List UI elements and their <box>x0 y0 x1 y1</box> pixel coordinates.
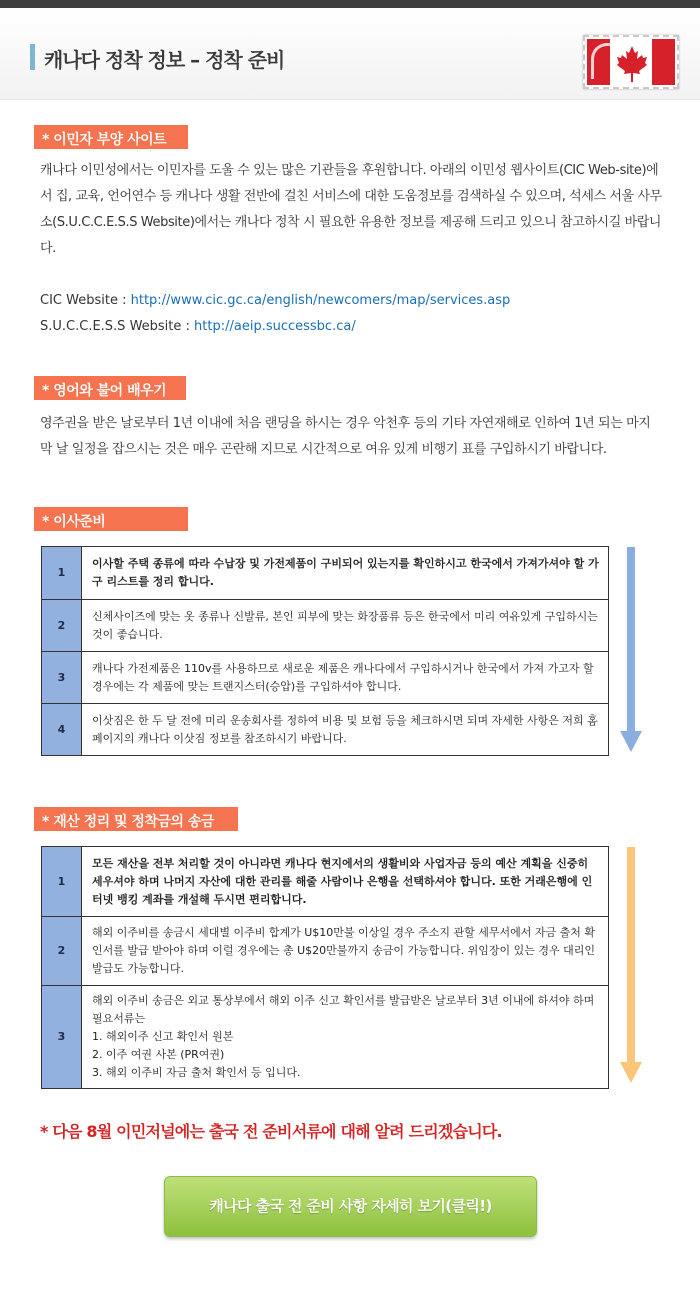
title-accent-bar <box>30 44 35 70</box>
finance-arrow-shaft <box>627 847 635 1063</box>
step-number: 3 <box>42 652 82 704</box>
step-number: 2 <box>42 917 82 986</box>
table-row <box>42 547 609 600</box>
website-links <box>40 288 510 340</box>
success-label: S.U.C.C.E.S.S Website : <box>40 319 190 334</box>
step-number: 3 <box>42 986 82 1089</box>
step-text: 모든 재산을 전부 처리할 것이 아니라면 캐나다 현지에서의 생활비와 사업자금 등의 예산 계획을 신중히 세우셔야 하며 나머지 자산에 대한 관리를 해줄 사람이나 은행을 선택하셔야 합니다. 또한 거래은행에 인터넷 뱅킹 계좌를 개설해 두시면 편리합니다. <box>82 847 609 917</box>
table-row <box>42 704 609 756</box>
cic-link-row <box>40 288 510 314</box>
moving-arrow-shaft <box>627 547 635 732</box>
down-arrow-icon <box>620 731 642 752</box>
table-row <box>42 986 609 1089</box>
step-number: 2 <box>42 600 82 652</box>
table-row <box>42 847 609 917</box>
section-label-immigrant-support: * 이민자 부양 사이트 <box>34 125 188 149</box>
cic-website-link[interactable]: http://www.cic.gc.ca/english/newcomers/map/services.asp <box>130 293 511 308</box>
step-number: 1 <box>42 547 82 600</box>
moving-steps-table <box>41 546 609 756</box>
step-number: 1 <box>42 847 82 917</box>
next-issue-notice: * 다음 8월 이민저널에는 출국 전 준비서류에 대해 알려 드리겠습니다. <box>40 1122 502 1141</box>
immigrant-support-text: 캐나다 이민성에서는 이민자를 도울 수 있는 많은 기관들을 후원합니다. 아래의 이민성 웹사이트(CIC Web-site)에서 집, 교육, 언어연수 등 캐나다 생활 전반에 걸친 서비스에 대한 도움정보를 검색하실 수 있으며, 석세스 서울 사무소(S.U.C.C.E.S.S Website)에서는 캐나다 정착 시 필요한 유용한 정보를 제공해 드리고 있으니 참고하시길 바랍니다. <box>40 163 662 256</box>
cic-label: CIC Website : <box>40 293 127 308</box>
down-arrow-icon <box>620 1062 642 1083</box>
table-row <box>42 652 609 704</box>
table-row <box>42 917 609 986</box>
canada-flag-stamp <box>583 35 679 89</box>
step-text: 해외 이주비 송금은 외교 통상부에서 해외 이주 신고 확인서를 발급받은 날로부터 3년 이내에 하셔야 하며 필요서류는 1. 해외이주 신고 확인서 원본 2. 이주 여권 사본 (PR여권) 3. 해외 이주비 자금 출처 확인서 등 입니다. <box>82 986 609 1089</box>
step-text: 신체사이즈에 맞는 옷 종류나 신발류, 본인 피부에 맞는 화장품류 등은 한국에서 미리 여유있게 구입하시는 것이 좋습니다. <box>82 600 609 652</box>
step-text: 이삿짐은 한 두 달 전에 미리 운송회사를 정하여 비용 및 보험 등을 체크하시면 되며 자세한 사항은 저희 홈페이지의 캐나다 이삿짐 정보를 참조하시기 바랍니다. <box>82 704 609 756</box>
step-number: 4 <box>42 704 82 756</box>
section-label-language: * 영어와 불어 배우기 <box>34 376 186 400</box>
page-header <box>0 8 700 100</box>
view-details-button[interactable]: 캐나다 출국 전 준비 사항 자세히 보기(클릭!) <box>164 1176 537 1237</box>
table-row <box>42 600 609 652</box>
success-website-link[interactable]: http://aeip.successbc.ca/ <box>194 319 356 334</box>
page-title: 캐나다 정착 정보 – 정착 준비 <box>44 48 285 72</box>
step-text: 캐나다 가전제품은 110v를 사용하므로 새로운 제품은 캐나다에서 구입하시거나 한국에서 가져 가고자 할 경우에는 각 제품에 맞는 트랜지스터(승압)를 구입하셔야 합니다. <box>82 652 609 704</box>
section-label-moving: * 이사준비 <box>34 507 188 531</box>
language-text: 영주권을 받은 날로부터 1년 이내에 처음 랜딩을 하시는 경우 악천후 등의 기타 자연재해로 인하여 1년 되는 마지막 날 일정을 잡으시는 것은 매우 곤란해 지므로 시간적으로 여유 있게 비행기 표를 구입하시기 바랍니다. <box>40 416 651 457</box>
maple-leaf-icon <box>616 44 648 84</box>
step-text: 해외 이주비를 송금시 세대별 이주비 합계가 U$10만불 이상일 경우 주소지 관할 세무서에서 자금 출처 확인서를 발급 받아야 하며 이럴 경우에는 총 U$20만불까지 송금이 가능합니다. 위임장이 있는 경우 대리인 발급도 가능합니다. <box>82 917 609 986</box>
section-label-finance: * 재산 정리 및 정착금의 송금 <box>34 807 238 831</box>
top-bar <box>0 0 700 8</box>
finance-steps-table <box>41 846 609 1089</box>
step-text: 이사할 주택 종류에 따라 수납장 및 가전제품이 구비되어 있는지를 확인하시고 한국에서 가져가셔야 할 가구 리스트를 정리 합니다. <box>82 547 609 600</box>
success-link-row <box>40 314 510 340</box>
